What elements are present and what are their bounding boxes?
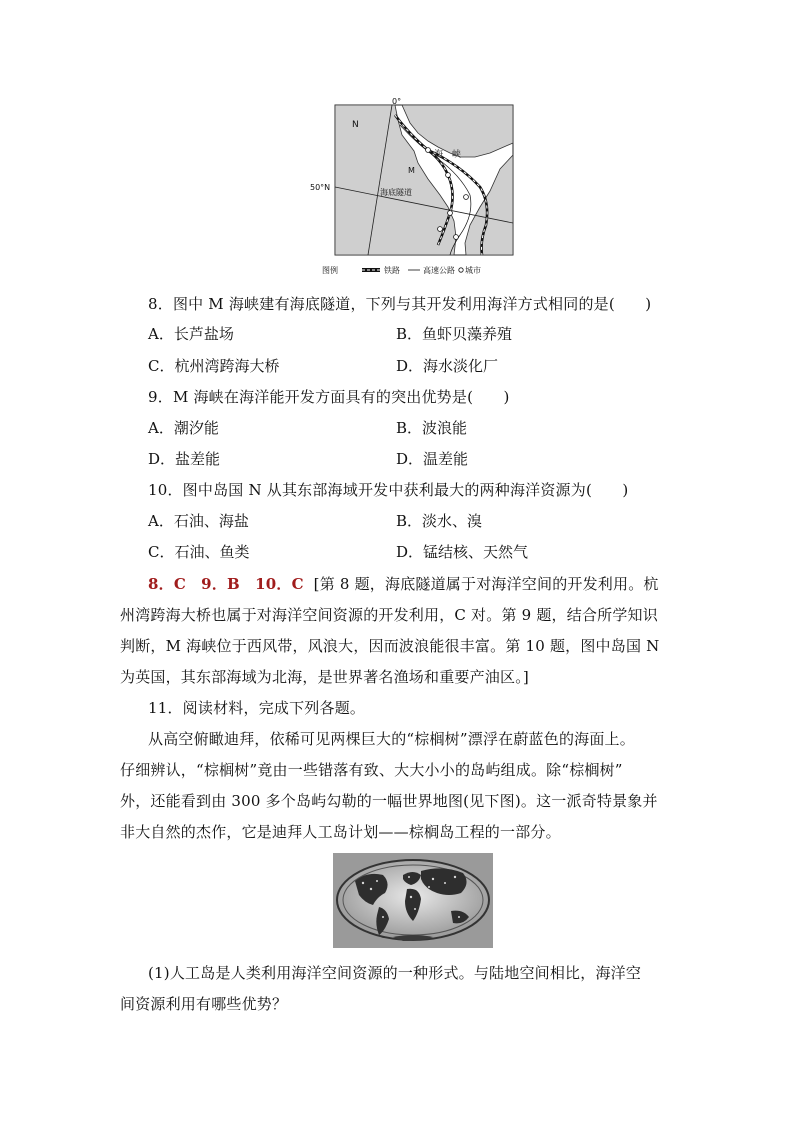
city-marker [438,227,443,232]
answer-line-3: 判断，M 海峡位于西风带，风浪大，因而波浪能很丰富。第 10 题，图中岛国 N [120,637,660,655]
q10-stem: 10．图中岛国 N 从其东部海域开发中获利最大的两种海洋资源为( ) [148,481,629,499]
q11-sub1-line-2: 间资源利用有哪些优势？ [120,995,288,1013]
q8-option-b: B．鱼虾贝藻养殖 [396,325,513,343]
label-strait: 海 峡 [434,150,462,160]
legend-city-symbol [459,268,463,272]
legend-title: 图例 [322,266,338,275]
label-tunnel: 海底隧道 [380,188,412,197]
q9-option-d: D．温差能 [396,450,469,468]
answer-explanation-1: [第 8 题，海底隧道属于对海洋空间的开发利用。杭 [313,575,659,593]
city-marker [426,148,431,153]
q11-paragraph-line-1: 从高空俯瞰迪拜，依稀可见两棵巨大的“棕榈树”漂浮在蔚蓝色的海面上。 [148,730,635,748]
legend-rail-label: 铁路 [384,266,400,275]
label-m: M [408,166,415,175]
q11-stem: 11．阅读材料，完成下列各题。 [148,699,366,717]
q9-option-b: B．波浪能 [396,419,468,437]
q8-option-a: A．长芦盐场 [148,325,234,343]
q10-option-d: D．锰结核、天然气 [396,543,529,561]
label-n: N [352,120,359,130]
city-marker [454,235,459,240]
strait-map-figure [310,95,525,280]
q11-sub1-line-1: (1)人工岛是人类利用海洋空间资源的一种形式。与陆地空间相比，海洋空 [148,964,642,982]
world-map-island-photo [333,853,493,948]
q10-option-b: B．淡水、溴 [396,512,483,530]
city-marker [448,211,453,216]
legend-highway-label: 高速公路 [423,266,455,275]
q10-option-c: C．石油、鱼类 [148,543,250,561]
q11-paragraph-line-2: 仔细辨认，“棕榈树”竟由一些错落有致、大大小小的岛屿组成。除“棕榈树” [120,761,623,779]
q8-option-c: C．杭州湾跨海大桥 [148,357,280,375]
q11-paragraph-line-4: 非大自然的杰作，它是迪拜人工岛计划——棕榈岛工程的一部分。 [120,823,561,841]
q8-option-d: D．海水淡化厂 [396,357,499,375]
city-marker [464,195,469,200]
legend-city-label: 城市 [465,266,481,275]
longitude-label: 0° [392,97,402,106]
city-marker [446,173,451,178]
answer-line-2: 州湾跨海大桥也属于对海洋空间资源的开发利用，C 对。第 9 题，结合所学知识 [120,606,658,624]
q9-option-c: D．盐差能 [148,450,221,468]
q9-stem: 9．M 海峡在海洋能开发方面具有的突出优势是( ) [148,388,510,406]
answer-line-1 [148,574,659,594]
answer-line-4: 为英国，其东部海域为北海，是世界著名渔场和重要产油区。] [120,668,529,686]
q8-stem: 8．图中 M 海峡建有海底隧道，下列与其开发利用海洋方式相同的是( ) [148,295,652,313]
q11-paragraph-line-3: 外，还能看到由 300 多个岛屿勾勒的一幅世界地图(见下图)。这一派奇特景象并 [120,792,658,810]
latitude-label: 50°N [310,183,331,192]
answer-keys: 8．C 9．B 10．C [148,575,304,593]
q9-option-a: A．潮汐能 [148,419,219,437]
q10-option-a: A．石油、海盐 [148,512,249,530]
